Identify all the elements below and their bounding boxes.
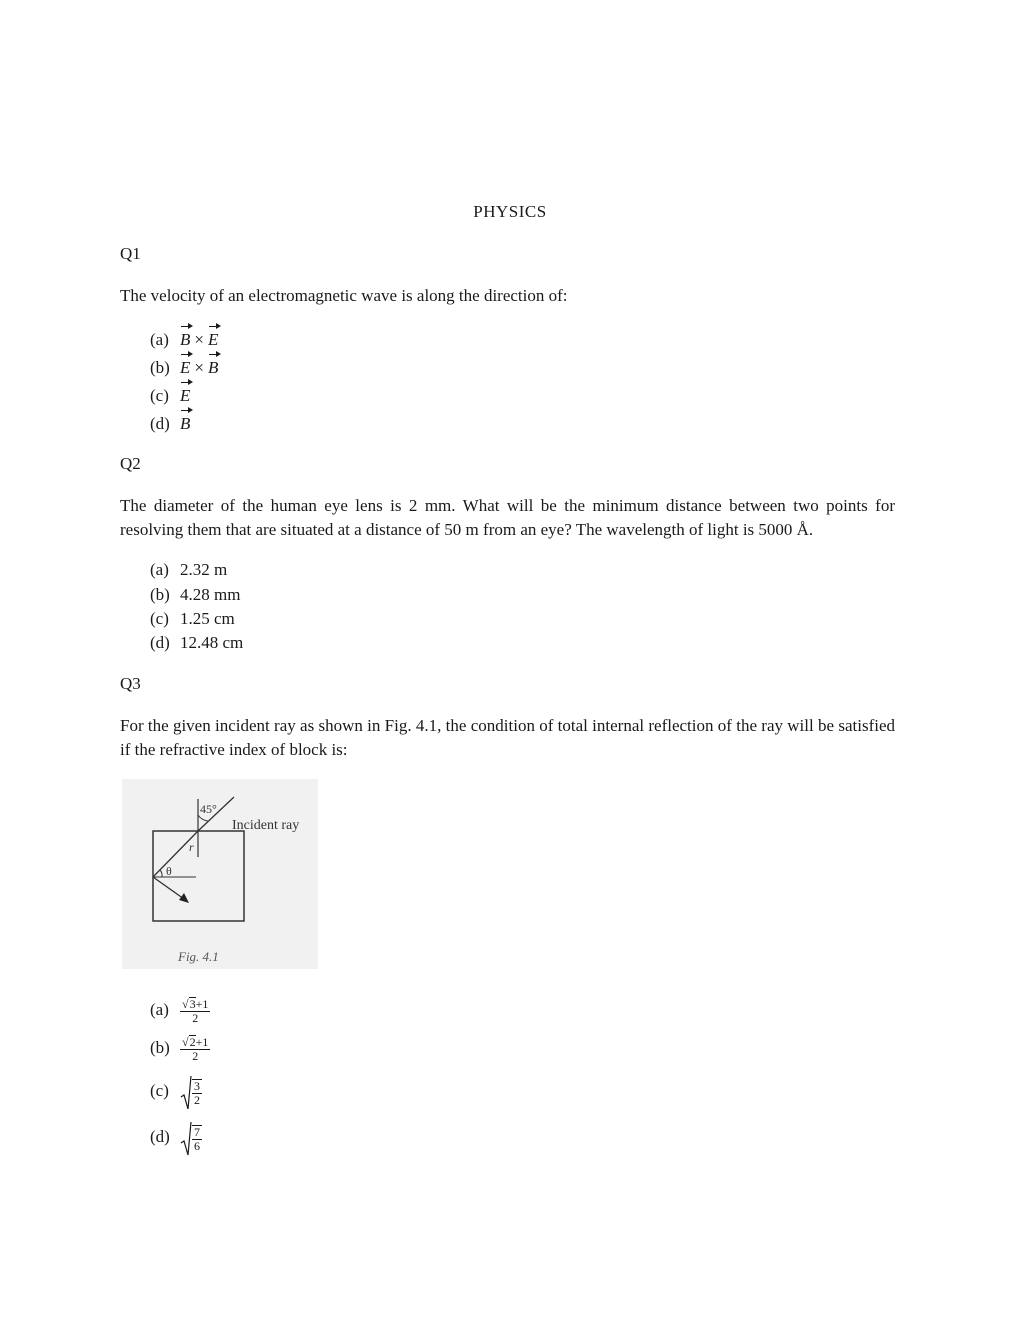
page-title: PHYSICS xyxy=(473,202,547,221)
option-label: (a) xyxy=(150,1000,169,1019)
figure-4-1 xyxy=(122,779,318,969)
refracted-ray-line xyxy=(153,831,198,877)
option-label: (b) xyxy=(150,585,170,604)
option-label: (c) xyxy=(150,609,169,628)
cross-operator: × xyxy=(194,330,204,349)
option-label: (a) xyxy=(150,560,169,579)
denominator: 6 xyxy=(194,1139,200,1154)
denominator: 2 xyxy=(192,1011,199,1026)
figure-caption: Fig. 4.1 xyxy=(178,949,219,964)
radical-sign-icon xyxy=(180,1075,192,1111)
option-label: (d) xyxy=(150,1127,170,1146)
q1-option-c xyxy=(150,382,190,406)
theta-arc xyxy=(160,870,162,877)
radicand: 3 xyxy=(189,997,196,1012)
cross-operator: × xyxy=(194,358,204,377)
refraction-diagram xyxy=(122,779,318,969)
option-label: (b) xyxy=(150,1038,170,1057)
denominator: 2 xyxy=(192,1049,199,1064)
radical-sign-icon xyxy=(180,1121,192,1157)
option-label: (b) xyxy=(150,358,170,377)
numerator: 7 xyxy=(194,1125,200,1140)
option-value: 2.32 m xyxy=(180,560,228,579)
option-label: (c) xyxy=(150,386,169,405)
q3-option-a xyxy=(150,994,210,1026)
option-value: 4.28 mm xyxy=(180,585,241,604)
q3-option-c xyxy=(150,1072,202,1110)
question-2-label: Q2 xyxy=(120,454,141,473)
question-3-text: For the given incident ray as shown in Fig. 4.1, the condition of total internal reflection of the ray will be satisfied if the refractive index of block is: xyxy=(120,716,895,759)
question-1-label: Q1 xyxy=(120,244,141,263)
q1-option-b xyxy=(150,354,218,378)
option-label: (d) xyxy=(150,633,170,652)
option-label: (d) xyxy=(150,414,170,433)
numerator: 3 xyxy=(194,1079,200,1094)
q2-option-c xyxy=(150,607,235,631)
q3-option-d xyxy=(150,1118,202,1156)
numerator-rest: +1 xyxy=(195,1035,209,1050)
q2-option-a xyxy=(150,558,227,582)
theta-label: θ xyxy=(166,864,172,878)
option-value: 12.48 cm xyxy=(180,633,244,652)
vector-b: B xyxy=(208,354,218,380)
incident-ray-label: Incident ray xyxy=(232,818,300,833)
reflected-ray-line xyxy=(153,877,184,899)
fraction: $\frac{√2+1}{2}$ xyxy=(182,1035,209,1064)
fraction: $\frac{√3+1}{2}$ xyxy=(182,997,209,1026)
numerator-rest: +1 xyxy=(195,997,209,1012)
question-2-text: The diameter of the human eye lens is 2 mm. What will be the minimum distance between two points for resolving them that are situated at a distance of 50 m from an eye? The wavelength of light is 5000 Å. xyxy=(120,496,895,539)
arrow-head-icon xyxy=(179,893,189,903)
denominator: 2 xyxy=(194,1093,200,1108)
square-root xyxy=(180,1073,202,1111)
q2-option-b xyxy=(150,583,240,607)
q1-option-a xyxy=(150,326,218,350)
question-3-label: Q3 xyxy=(120,674,141,693)
q3-option-b xyxy=(150,1032,210,1064)
vector-b: B xyxy=(180,326,190,352)
option-label: (c) xyxy=(150,1081,169,1100)
angle-label: 45° xyxy=(200,802,217,816)
q1-option-d xyxy=(150,410,190,434)
option-label: (a) xyxy=(150,330,169,349)
r-angle-label: r xyxy=(189,840,194,854)
radicand: 2 xyxy=(189,1035,196,1050)
q2-option-d xyxy=(150,631,243,655)
square-root xyxy=(180,1119,202,1157)
vector-e: E xyxy=(208,326,218,352)
question-1-text: The velocity of an electromagnetic wave is along the direction of: xyxy=(120,286,568,305)
option-value: 1.25 cm xyxy=(180,609,235,628)
vector-b: B xyxy=(180,410,190,436)
vector-e: E xyxy=(180,354,190,380)
vector-e: E xyxy=(180,382,190,408)
